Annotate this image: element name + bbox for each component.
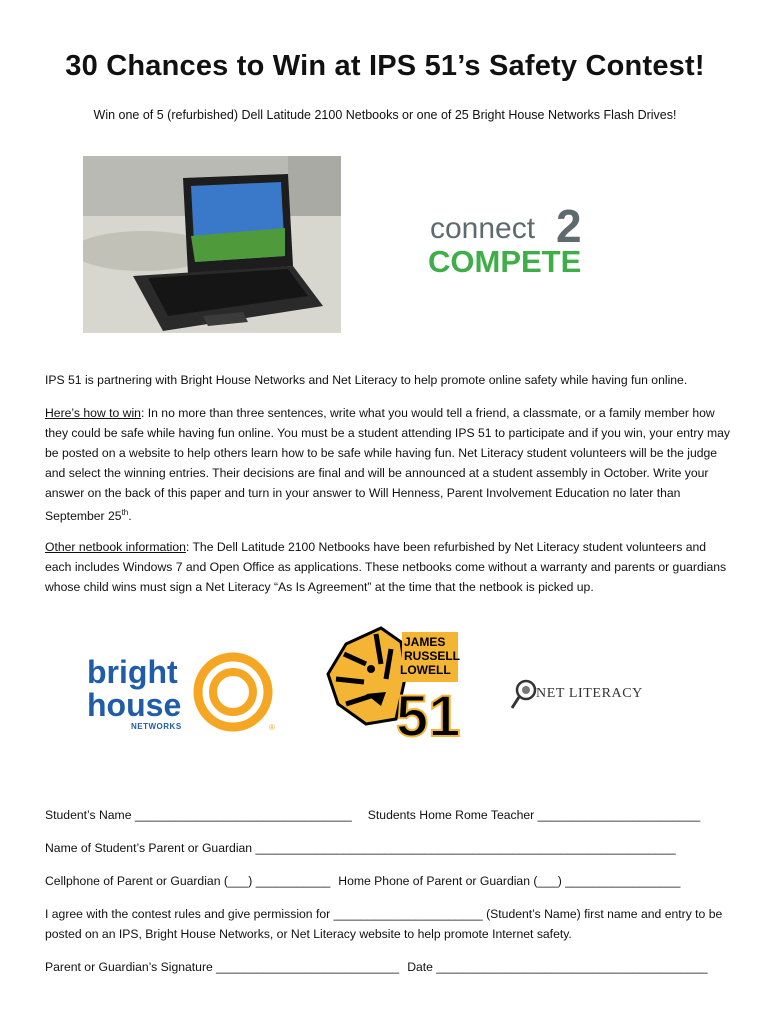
phone-row: [45, 871, 735, 891]
how-to-win-paragraph: [45, 403, 730, 526]
c2c-compete-text: COMPETE: [428, 244, 582, 279]
net-literacy-logo: [510, 675, 662, 713]
bh-registered-mark: ®: [269, 723, 275, 732]
netbook-illustration: [83, 156, 341, 333]
page-title: 30 Chances to Win at IPS 51’s Safety Contest!: [65, 50, 705, 82]
james-russell-lowell-tiger-logo: [326, 624, 471, 742]
date-suffix: th: [121, 508, 129, 517]
other-info-body: : The Dell Latitude 2100 Netbooks have been refurbished by Net Literacy student volunteers and each includes Windows 7 and Open Office as applications. These netbooks come without a warranty and parents or guardians whose child wins must sign a Net Literacy “As Is Agreement” at the time that the netbook is picked up.: [45, 540, 727, 594]
bh-bright-text: bright: [87, 654, 178, 690]
home-phone-field[interactable]: Home Phone of Parent or Guardian (___) _________________: [338, 874, 681, 888]
how-to-win-label: Here’s how to win: [45, 406, 141, 420]
agreement-text[interactable]: I agree with the contest rules and give permission for ______________________ (Student’s Name) first name and entry to be posted on an IPS, Bright House Networks, or Net Literacy website to help promote Internet safety.: [45, 907, 723, 941]
netbook-photo: [83, 156, 341, 333]
net-literacy-text: NET LITERACY: [536, 686, 643, 701]
jrl-line2: RUSSELL: [404, 649, 461, 663]
signature-row: [45, 957, 735, 977]
parent-name-field[interactable]: Name of Student’s Parent or Guardian ______________________________________________________________: [45, 841, 676, 855]
other-info-paragraph: [45, 537, 730, 597]
how-to-win-body: : In no more than three sentences, write what you would tell a friend, a classmate, or a family member how they could be safe while having fun online. You must be a student attending IPS 51 to participate and if you win, your entry may be posted on a website to help others learn how to be safe while having fun. Net Literacy student volunteers will be the judge and select the winning entries. Their decisions are final and will be announced at a student assembly in October. Write your answer on the back of this paper and turn in your answer to Will Henness, Parent Involvement Education no later than September 25: [45, 406, 730, 524]
student-name-field[interactable]: Student’s Name ________________________________: [45, 808, 352, 822]
bh-networks-text: NETWORKS: [131, 722, 182, 731]
c2c-digit: 2: [556, 200, 582, 252]
intro-paragraph: IPS 51 is partnering with Bright House Networks and Net Literacy to help promote online safety while having fun online.: [45, 373, 688, 387]
date-field[interactable]: Date ________________________________________: [407, 960, 708, 974]
student-name-row: [45, 805, 735, 825]
teacher-field[interactable]: Students Home Rome Teacher ________________________: [367, 808, 701, 822]
how-to-win-end: .: [128, 509, 132, 524]
jrl-line1: JAMES: [404, 635, 446, 649]
page-subtitle: Win one of 5 (refurbished) Dell Latitude 2100 Netbooks or one of 25 Bright House Networks Flash Drives!: [93, 108, 677, 122]
connect2compete-logo: [428, 200, 598, 280]
c2c-connect-text: connect: [430, 212, 536, 245]
other-info-label: Other netbook information: [45, 540, 186, 554]
signature-field[interactable]: Parent or Guardian’s Signature ___________________________: [45, 960, 400, 974]
jrl-number: 51: [396, 684, 461, 742]
bh-house-text: house: [87, 687, 182, 723]
bright-house-logo: [85, 650, 280, 735]
jrl-line3: LOWELL: [400, 663, 451, 677]
cellphone-field[interactable]: Cellphone of Parent or Guardian (___) ___________: [45, 874, 331, 888]
